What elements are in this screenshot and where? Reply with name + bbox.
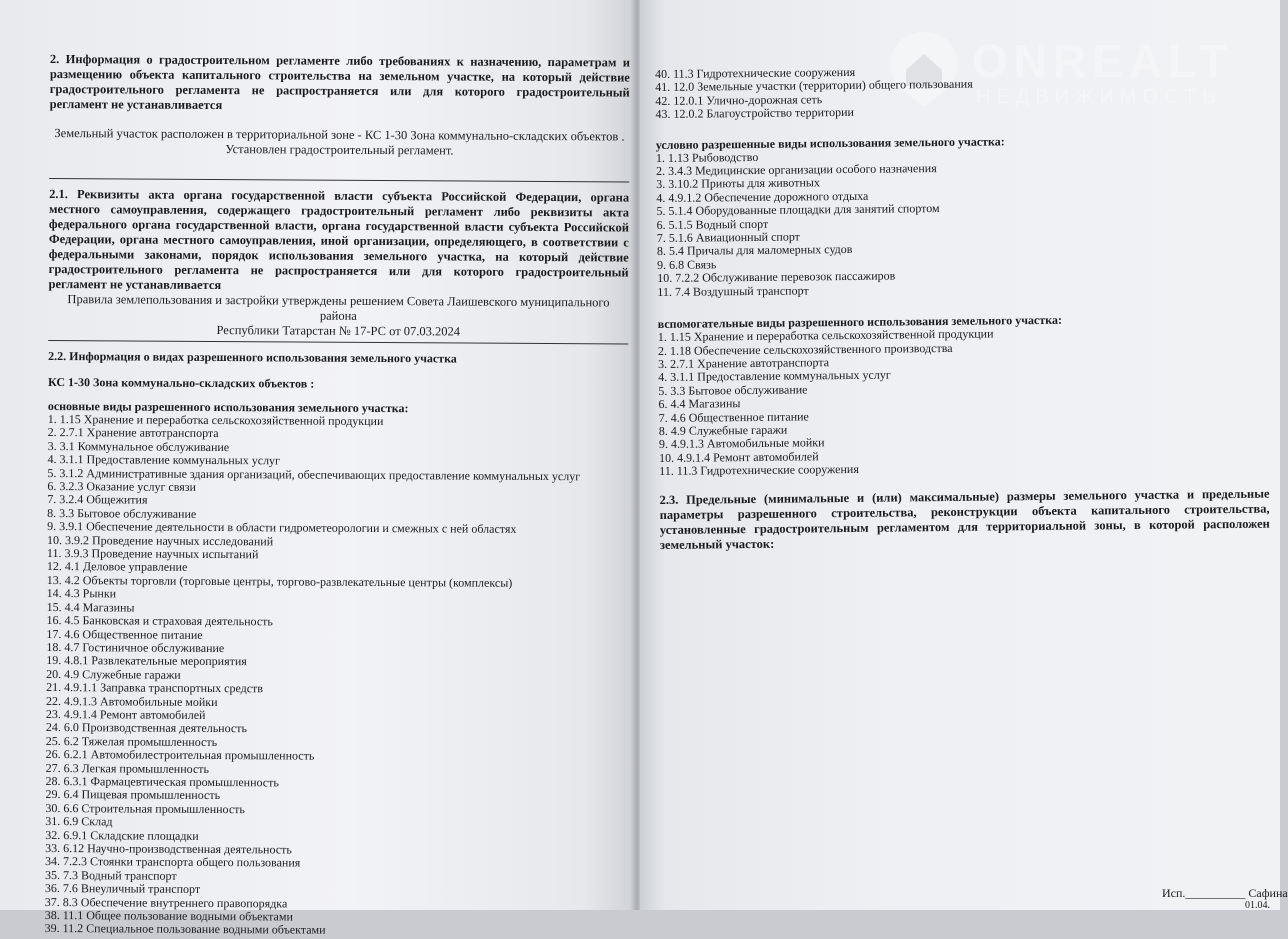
- list-item: 5. 3.3 Бытовое обслуживание: [658, 382, 808, 398]
- list-item: 31. 6.9 Склад: [45, 814, 113, 829]
- main-uses-list: [45, 413, 628, 939]
- list-item: 30. 6.6 Строительная промышленность: [45, 800, 245, 816]
- list-item: 40. 11.3 Гидротехнические сооружения: [654, 64, 856, 81]
- list-item: 41. 12.0 Земельные участки (территории) общего пользования: [655, 77, 973, 95]
- list-item: 1. 1.15 Хранение и переработка сельскохозяйственной продукции: [657, 326, 994, 345]
- main-uses-list-continued: [655, 62, 1266, 122]
- list-item: 1. 1.13 Рыбоводство: [655, 149, 759, 165]
- list-item: 1. 1.15 Хранение и переработка сельскохозяйственной продукции: [47, 411, 384, 429]
- list-item: 36. 7.6 Внеуличный транспорт: [44, 881, 201, 897]
- rules-act-line1: Правила землепользования и застройки утверждены решением Совета Лаишевского муниципального района: [67, 292, 610, 323]
- left-page-content: [45, 52, 630, 939]
- list-item: 3. 2.7.1 Хранение автотранспорта: [658, 355, 830, 371]
- list-item: 35. 7.3 Водный транспорт: [44, 867, 177, 883]
- list-item: 34. 7.2.3 Стоянки транспорта общего пользования: [45, 854, 301, 870]
- list-item: 3. 3.1 Коммунальное обслуживание: [47, 438, 230, 454]
- divider: [49, 178, 629, 183]
- list-item: 42. 12.0.1 Улично-дорожная сеть: [655, 92, 823, 108]
- list-item: 43. 12.0.2 Благоустройство территории: [655, 105, 854, 122]
- list-item: 8. 3.3 Бытовое обслуживание: [47, 505, 197, 521]
- main-uses-heading: основные виды разрешенного использования земельного участка:: [47, 398, 409, 416]
- list-item: 6. 5.1.5 Водный спорт: [656, 216, 769, 232]
- right-page-content: [655, 62, 1270, 553]
- list-item: 21. 4.9.1.1 Заправка транспортных средств: [46, 680, 264, 696]
- list-item: 10. 7.2.2 Обслуживание перевозок пассажиров: [657, 268, 896, 286]
- list-item: 9. 4.9.1.3 Автомобильные мойки: [658, 435, 825, 452]
- list-item: 5. 5.1.4 Оборудованные площадки для занятий спортом: [656, 201, 940, 219]
- list-item: 10. 3.9.2 Проведение научных исследований: [46, 532, 274, 549]
- list-item: 4. 4.9.1.2 Обеспечение дорожного отдыха: [656, 188, 869, 205]
- list-item: 8. 5.4 Причалы для маломерных судов: [656, 242, 853, 259]
- list-item: 37. 8.3 Обеспечение внутреннего правопорядка: [44, 894, 288, 911]
- list-item: 9. 6.8 Связь: [656, 257, 717, 272]
- list-item: 38. 11.1 Общее пользование водными объектами: [44, 908, 293, 924]
- list-item: 27. 6.3 Легкая промышленность: [45, 760, 210, 776]
- list-item: 2. 3.4.3 Медицинские организации особого назначения: [656, 161, 937, 179]
- executor-signature: Исп.__________ Сафина: [1162, 886, 1288, 900]
- list-item: 11. 7.4 Воздушный транспорт: [657, 283, 809, 299]
- list-item: 23. 4.9.1.4 Ремонт автомобилей: [45, 706, 206, 722]
- list-item: 19. 4.8.1 Развлекательные мероприятия: [46, 653, 247, 669]
- watermark-sub: НЕДВИЖИМОСТЬ: [976, 86, 1222, 108]
- list-item: 17. 4.6 Общественное питание: [46, 626, 203, 642]
- list-item: 6. 4.4 Магазины: [658, 396, 741, 412]
- zone-heading: КС 1-30 Зона коммунально-складских объектов :: [47, 374, 315, 391]
- list-item: 7. 4.6 Общественное питание: [658, 408, 809, 425]
- list-item: 11. 3.9.3 Проведение научных испытаний: [46, 546, 259, 562]
- list-item: 26. 6.2.1 Автомобилестроительная промышленность: [45, 747, 315, 763]
- list-item: 11. 11.3 Гидротехнические сооружения: [659, 462, 859, 479]
- section-2-1-heading: 2.1. Реквизиты акта органа государственной власти субъекта Российской Федерации, органа местного самоуправления, содержащего градостроительный регламент либо реквизиты акта федерального органа государственной власти, органа государственной власти субъекта Российской Федерации, органа местного самоуправления, иной организации, определяющего, в соответствии с федеральными законами, порядок использования земельного участка, на который действие градостроительного регламента не распространяется или для которого градостроительный регламент не устанавливается: [48, 186, 630, 293]
- list-item: 22. 4.9.1.3 Автомобильные мойки: [45, 693, 218, 709]
- list-item: 13. 4.2 Объекты торговли (торговые центры, торгово-развлекательные центры (комплексы): [46, 572, 513, 590]
- list-item: 10. 4.9.1.4 Ремонт автомобилей: [659, 449, 819, 465]
- watermark-brand: ONREALT: [972, 35, 1233, 87]
- list-item: 33. 6.12 Научно-производственная деятельность: [45, 840, 292, 857]
- footer-date: 01.04.: [1245, 900, 1270, 911]
- list-item: 39. 11.2 Специальное пользование водными объектами: [44, 921, 326, 938]
- list-item: 2. 2.7.1 Хранение автотранспорта: [47, 425, 219, 441]
- list-item: 2. 1.18 Обеспечение сельскохозяйственного производства: [657, 340, 953, 358]
- list-item: 4. 3.1.1 Предоставление коммунальных услуг: [658, 367, 891, 385]
- divider: [48, 340, 628, 345]
- conditional-uses-heading: условно разрешенные виды использования земельного участка:: [655, 133, 1005, 152]
- list-item: 24. 6.0 Производственная деятельность: [45, 720, 248, 736]
- list-item: 6. 3.2.3 Оказание услуг связи: [47, 479, 197, 494]
- section-2-3-heading: 2.3. Предельные (минимальные и (или) максимальные) размеры земельного участка и предельные параметры разрешенного строительства, реконструкции объекта капитального строительства, установленные градостроительным регламентом для территориальной зоны, в которой расположен земельный участок:: [659, 486, 1270, 552]
- list-item: 15. 4.4 Магазины: [46, 599, 135, 615]
- section-2-2-heading: 2.2. Информация о видах разрешенного использования земельного участка: [48, 348, 457, 366]
- list-item: 7. 5.1.6 Авиационный спорт: [656, 229, 800, 246]
- list-item: 16. 4.5 Банковская и страховая деятельность: [46, 613, 273, 629]
- list-item: 28. 6.3.1 Фармацевтическая промышленность: [45, 773, 279, 790]
- list-item: 4. 3.1.1 Предоставление коммунальных услуг: [47, 452, 281, 468]
- list-item: 32. 6.9.1 Складские площадки: [45, 827, 199, 843]
- list-item: 7. 3.2.4 Общежития: [47, 492, 148, 508]
- list-item: 8. 4.9 Служебные гаражи: [658, 422, 788, 438]
- auxiliary-uses-heading: вспомогательные виды разрешенного использования земельного участка:: [657, 312, 1063, 332]
- section-2-heading: 2. Информация о градостроительном регламенте либо требованиях к назначению, параметрам и размещению объекта капитального строительства на земельном участке, на который действие градостроительного регламента не распространяется или для которого градостроительный регламент не устанавливается: [49, 52, 630, 113]
- list-item: 29. 6.4 Пищевая промышленность: [45, 787, 221, 803]
- list-item: 12. 4.1 Деловое управление: [46, 559, 188, 575]
- left-page: [0, 0, 636, 938]
- auxiliary-uses-list: [658, 325, 1270, 479]
- list-item: 9. 3.9.1 Обеспечение деятельности в области гидрометеорологии и смежных с ней областях: [47, 519, 517, 537]
- list-item: 3. 3.10.2 Приюты для животных: [656, 175, 820, 192]
- zone-statement: Земельный участок расположен в территориальной зоне - КС 1-30 Зона коммунально-складских объектов . Установлен градостроительный регламент.: [54, 126, 625, 158]
- list-item: 18. 4.7 Гостиничное обслуживание: [46, 639, 225, 655]
- list-item: 25. 6.2 Тяжелая промышленность: [45, 733, 218, 749]
- conditional-uses-list: [656, 145, 1268, 299]
- list-item: 5. 3.1.2 Административные здания организаций, обеспечивающих предоставление коммунальных услуг: [47, 465, 581, 483]
- list-item: 20. 4.9 Служебные гаражи: [46, 666, 181, 682]
- rules-act-line2: Республики Татарстан № 17-РС от 07.03.2024: [216, 323, 461, 339]
- list-item: 14. 4.3 Рынки: [46, 586, 117, 601]
